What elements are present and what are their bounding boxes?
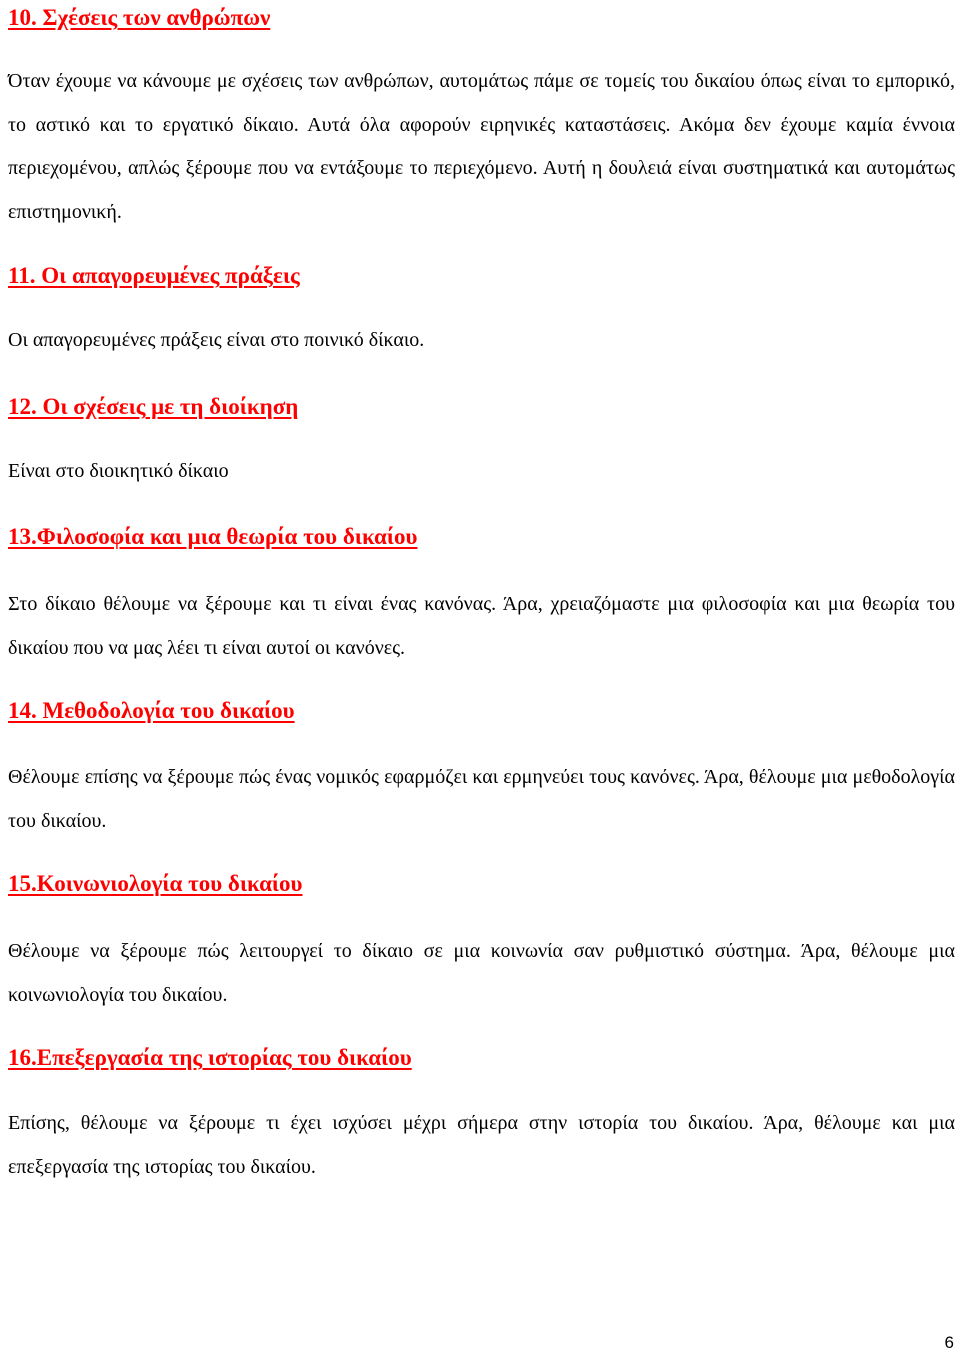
section-heading-14: 14. Μεθοδολογία του δικαίου xyxy=(8,698,295,723)
section-body-14: Θέλουμε επίσης να ξέρουμε πώς ένας νομικός εφαρμόζει και ερμηνεύει τους κανόνες. Άρα, θέλουμε μια μεθοδολογία του δικαίου. xyxy=(8,766,955,832)
section-body-13: Στο δίκαιο θέλουμε να ξέρουμε και τι είναι ένας κανόνας. Άρα, χρειαζόμαστε μια φιλοσοφία και μια θεωρία του δικαίου που να μας λέει τι είναι αυτοί οι κανόνες. xyxy=(8,593,955,659)
section-body-15: Θέλουμε να ξέρουμε πώς λειτουργεί το δίκαιο σε μια κοινωνία σαν ρυθμιστικό σύστημα. Άρα, θέλουμε μια κοινωνιολογία του δικαίου. xyxy=(8,940,955,1006)
section-heading-10: 10. Σχέσεις των ανθρώπων xyxy=(8,5,271,30)
section-heading-16: 16.Επεξεργασία της ιστορίας του δικαίου xyxy=(8,1045,412,1070)
section-heading-11: 11. Οι απαγορευμένες πράξεις xyxy=(8,263,300,288)
section-heading-13: 13.Φιλοσοφία και μια θεωρία του δικαίου xyxy=(8,524,418,549)
section-body-12: Είναι στο διοικητικό δίκαιο xyxy=(8,460,229,482)
section-heading-15: 15.Κοινωνιολογία του δικαίου xyxy=(8,871,303,896)
page-number: 6 xyxy=(944,1333,954,1352)
section-body-10: Όταν έχουμε να κάνουμε με σχέσεις των ανθρώπων, αυτομάτως πάμε σε τομείς του δικαίου όπως είναι το εμπορικό, το αστικό και το εργατικό δίκαιο. Αυτά όλα αφορούν ειρηνικές καταστάσεις. Ακόμα δεν έχουμε καμία έννοια περιεχομένου, απλώς ξέρουμε που να εντάξουμε το περιεχόμενο. Αυτή η δουλειά είναι συστηματικά και αυτομάτως επιστημονική. xyxy=(8,70,955,223)
section-heading-12: 12. Οι σχέσεις με τη διοίκηση xyxy=(8,394,299,419)
section-body-16: Επίσης, θέλουμε να ξέρουμε τι έχει ισχύσει μέχρι σήμερα στην ιστορία του δικαίου. Άρα, θέλουμε και μια επεξεργασία της ιστορίας του δικαίου. xyxy=(8,1112,955,1178)
section-body-11: Οι απαγορευμένες πράξεις είναι στο ποινικό δίκαιο. xyxy=(8,329,425,351)
